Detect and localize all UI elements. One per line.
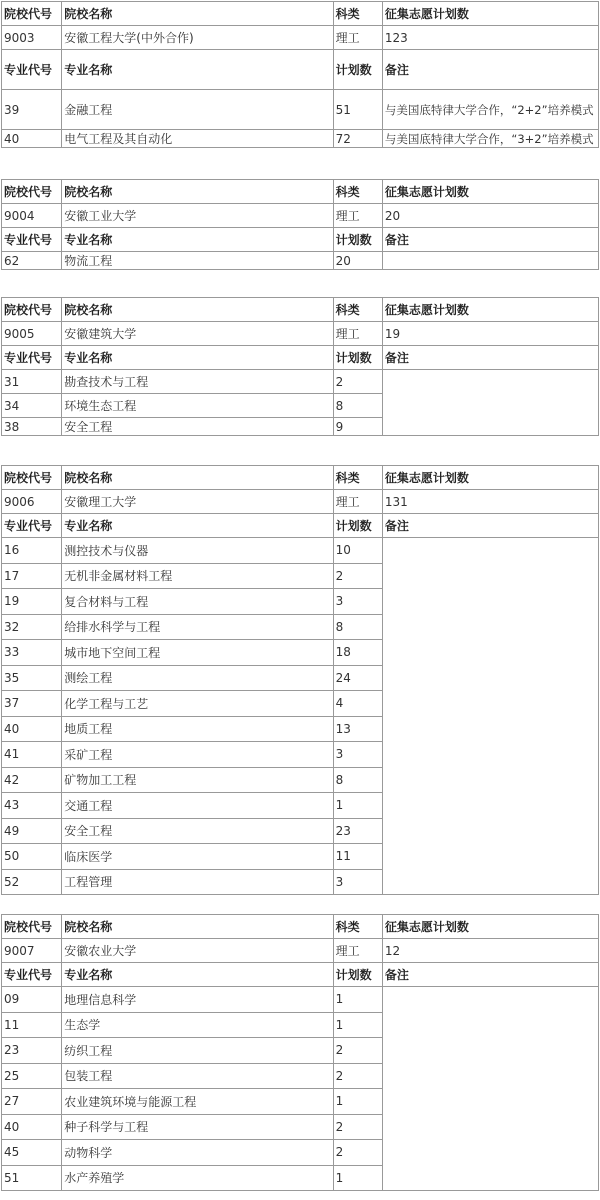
major-code: 52 xyxy=(2,869,62,895)
major-name: 测绘工程 xyxy=(62,665,333,691)
major-name: 电气工程及其自动化 xyxy=(62,130,333,148)
major-name: 勘查技术与工程 xyxy=(62,370,333,394)
major-code: 31 xyxy=(2,370,62,394)
major-name: 生态学 xyxy=(62,1012,333,1038)
major-code: 23 xyxy=(2,1038,62,1064)
school-category: 理工 xyxy=(333,939,382,963)
major-name: 水产养殖学 xyxy=(62,1165,333,1191)
major-code: 42 xyxy=(2,767,62,793)
major-code: 27 xyxy=(2,1089,62,1115)
major-plan: 1 xyxy=(333,987,382,1013)
major-row xyxy=(2,538,599,564)
major-plan: 2 xyxy=(333,1063,382,1089)
school-plan-total: 123 xyxy=(382,26,598,50)
major-code: 41 xyxy=(2,742,62,768)
major-name-header: 专业名称 xyxy=(62,228,333,252)
major-plan: 1 xyxy=(333,793,382,819)
school-info-row xyxy=(2,490,599,514)
major-name: 农业建筑环境与能源工程 xyxy=(62,1089,333,1115)
major-name: 种子科学与工程 xyxy=(62,1114,333,1140)
major-name: 纺织工程 xyxy=(62,1038,333,1064)
major-name: 包装工程 xyxy=(62,1063,333,1089)
major-name: 物流工程 xyxy=(62,252,333,270)
major-plan: 72 xyxy=(333,130,382,148)
school-plan-total: 131 xyxy=(382,490,598,514)
school-code-header: 院校代号 xyxy=(2,2,62,26)
major-plan: 51 xyxy=(333,90,382,130)
major-header-row xyxy=(2,963,599,987)
school-category: 理工 xyxy=(333,490,382,514)
plan-header: 计划数 xyxy=(333,50,382,90)
major-name-header: 专业名称 xyxy=(62,346,333,370)
major-plan: 8 xyxy=(333,767,382,793)
major-code: 09 xyxy=(2,987,62,1013)
plan-total-header: 征集志愿计划数 xyxy=(382,2,598,26)
category-header: 科类 xyxy=(333,2,382,26)
major-plan: 18 xyxy=(333,640,382,666)
major-code: 40 xyxy=(2,716,62,742)
major-code: 49 xyxy=(2,818,62,844)
major-name-header: 专业名称 xyxy=(62,963,333,987)
major-name-header: 专业名称 xyxy=(62,514,333,538)
school-table-9005 xyxy=(1,297,599,436)
major-name: 工程管理 xyxy=(62,869,333,895)
major-row xyxy=(2,90,599,130)
major-name: 复合材料与工程 xyxy=(62,589,333,615)
major-code: 32 xyxy=(2,614,62,640)
major-plan: 3 xyxy=(333,589,382,615)
major-plan: 8 xyxy=(333,394,382,418)
major-plan: 2 xyxy=(333,1140,382,1166)
school-table-9006 xyxy=(1,465,599,895)
major-code: 51 xyxy=(2,1165,62,1191)
school-code-header: 院校代号 xyxy=(2,915,62,939)
school-category: 理工 xyxy=(333,26,382,50)
major-row xyxy=(2,987,599,1013)
school-header-row xyxy=(2,180,599,204)
plan-total-header: 征集志愿计划数 xyxy=(382,180,598,204)
major-name: 测控技术与仪器 xyxy=(62,538,333,564)
major-header-row xyxy=(2,228,599,252)
major-code: 34 xyxy=(2,394,62,418)
major-remark xyxy=(382,252,598,270)
remark-header: 备注 xyxy=(382,228,598,252)
major-header-row xyxy=(2,514,599,538)
major-remark: 与美国底特律大学合作，“2+2”培养模式 xyxy=(382,90,598,130)
major-code-header: 专业代号 xyxy=(2,228,62,252)
major-code: 11 xyxy=(2,1012,62,1038)
school-header-row xyxy=(2,298,599,322)
school-info-row xyxy=(2,939,599,963)
plan-header: 计划数 xyxy=(333,346,382,370)
school-plan-total: 20 xyxy=(382,204,598,228)
major-code: 40 xyxy=(2,130,62,148)
major-plan: 2 xyxy=(333,1038,382,1064)
major-code: 37 xyxy=(2,691,62,717)
school-code: 9007 xyxy=(2,939,62,963)
major-code: 25 xyxy=(2,1063,62,1089)
school-code: 9003 xyxy=(2,26,62,50)
major-code: 62 xyxy=(2,252,62,270)
school-code-header: 院校代号 xyxy=(2,466,62,490)
school-code: 9006 xyxy=(2,490,62,514)
major-plan: 8 xyxy=(333,614,382,640)
major-plan: 3 xyxy=(333,742,382,768)
major-name: 环境生态工程 xyxy=(62,394,333,418)
major-plan: 11 xyxy=(333,844,382,870)
major-name: 金融工程 xyxy=(62,90,333,130)
major-name: 地理信息科学 xyxy=(62,987,333,1013)
major-code-header: 专业代号 xyxy=(2,50,62,90)
major-plan: 2 xyxy=(333,1114,382,1140)
plan-header: 计划数 xyxy=(333,514,382,538)
school-name: 安徽理工大学 xyxy=(62,490,333,514)
major-name: 无机非金属材料工程 xyxy=(62,563,333,589)
school-name: 安徽农业大学 xyxy=(62,939,333,963)
major-plan: 13 xyxy=(333,716,382,742)
major-plan: 3 xyxy=(333,869,382,895)
major-name: 采矿工程 xyxy=(62,742,333,768)
plan-total-header: 征集志愿计划数 xyxy=(382,298,598,322)
school-header-row xyxy=(2,2,599,26)
remark-header: 备注 xyxy=(382,514,598,538)
school-name: 安徽工业大学 xyxy=(62,204,333,228)
remark-header: 备注 xyxy=(382,963,598,987)
major-code: 45 xyxy=(2,1140,62,1166)
school-info-row xyxy=(2,26,599,50)
major-header-row xyxy=(2,50,599,90)
major-plan: 20 xyxy=(333,252,382,270)
major-plan: 23 xyxy=(333,818,382,844)
school-name-header: 院校名称 xyxy=(62,298,333,322)
remark-cell xyxy=(382,370,598,436)
school-name-header: 院校名称 xyxy=(62,2,333,26)
school-header-row xyxy=(2,915,599,939)
category-header: 科类 xyxy=(333,915,382,939)
category-header: 科类 xyxy=(333,466,382,490)
major-name: 城市地下空间工程 xyxy=(62,640,333,666)
major-plan: 9 xyxy=(333,418,382,436)
major-code: 38 xyxy=(2,418,62,436)
school-code: 9004 xyxy=(2,204,62,228)
school-plan-total: 12 xyxy=(382,939,598,963)
major-name: 动物科学 xyxy=(62,1140,333,1166)
school-code: 9005 xyxy=(2,322,62,346)
plan-total-header: 征集志愿计划数 xyxy=(382,915,598,939)
major-code-header: 专业代号 xyxy=(2,346,62,370)
school-category: 理工 xyxy=(333,204,382,228)
major-code: 17 xyxy=(2,563,62,589)
major-code: 16 xyxy=(2,538,62,564)
plan-header: 计划数 xyxy=(333,963,382,987)
major-code: 33 xyxy=(2,640,62,666)
major-name: 地质工程 xyxy=(62,716,333,742)
major-name-header: 专业名称 xyxy=(62,50,333,90)
major-code: 50 xyxy=(2,844,62,870)
major-code: 40 xyxy=(2,1114,62,1140)
major-plan: 4 xyxy=(333,691,382,717)
major-plan: 2 xyxy=(333,370,382,394)
school-name-header: 院校名称 xyxy=(62,180,333,204)
remark-header: 备注 xyxy=(382,346,598,370)
major-plan: 1 xyxy=(333,1012,382,1038)
major-plan: 24 xyxy=(333,665,382,691)
category-header: 科类 xyxy=(333,180,382,204)
remark-header: 备注 xyxy=(382,50,598,90)
school-table-9004 xyxy=(1,179,599,270)
major-name: 化学工程与工艺 xyxy=(62,691,333,717)
school-category: 理工 xyxy=(333,322,382,346)
major-plan: 1 xyxy=(333,1165,382,1191)
school-header-row xyxy=(2,466,599,490)
school-name-header: 院校名称 xyxy=(62,466,333,490)
major-plan: 1 xyxy=(333,1089,382,1115)
school-name: 安徽建筑大学 xyxy=(62,322,333,346)
major-row xyxy=(2,252,599,270)
major-plan: 2 xyxy=(333,563,382,589)
major-remark: 与美国底特律大学合作，“3+2”培养模式 xyxy=(382,130,598,148)
major-name: 安全工程 xyxy=(62,418,333,436)
plan-total-header: 征集志愿计划数 xyxy=(382,466,598,490)
school-name-header: 院校名称 xyxy=(62,915,333,939)
major-row xyxy=(2,370,599,394)
category-header: 科类 xyxy=(333,298,382,322)
major-name: 安全工程 xyxy=(62,818,333,844)
major-code-header: 专业代号 xyxy=(2,514,62,538)
major-plan: 10 xyxy=(333,538,382,564)
major-code: 35 xyxy=(2,665,62,691)
school-table-9003 xyxy=(1,1,599,148)
school-code-header: 院校代号 xyxy=(2,298,62,322)
major-code: 19 xyxy=(2,589,62,615)
plan-header: 计划数 xyxy=(333,228,382,252)
major-name: 交通工程 xyxy=(62,793,333,819)
major-name: 给排水科学与工程 xyxy=(62,614,333,640)
major-row xyxy=(2,130,599,148)
major-code: 39 xyxy=(2,90,62,130)
school-info-row xyxy=(2,204,599,228)
school-plan-total: 19 xyxy=(382,322,598,346)
major-name: 矿物加工工程 xyxy=(62,767,333,793)
major-code-header: 专业代号 xyxy=(2,963,62,987)
major-name: 临床医学 xyxy=(62,844,333,870)
major-code: 43 xyxy=(2,793,62,819)
school-code-header: 院校代号 xyxy=(2,180,62,204)
remark-cell xyxy=(382,538,598,895)
school-name: 安徽工程大学(中外合作) xyxy=(62,26,333,50)
school-info-row xyxy=(2,322,599,346)
remark-cell xyxy=(382,987,598,1191)
major-header-row xyxy=(2,346,599,370)
school-table-9007 xyxy=(1,914,599,1191)
